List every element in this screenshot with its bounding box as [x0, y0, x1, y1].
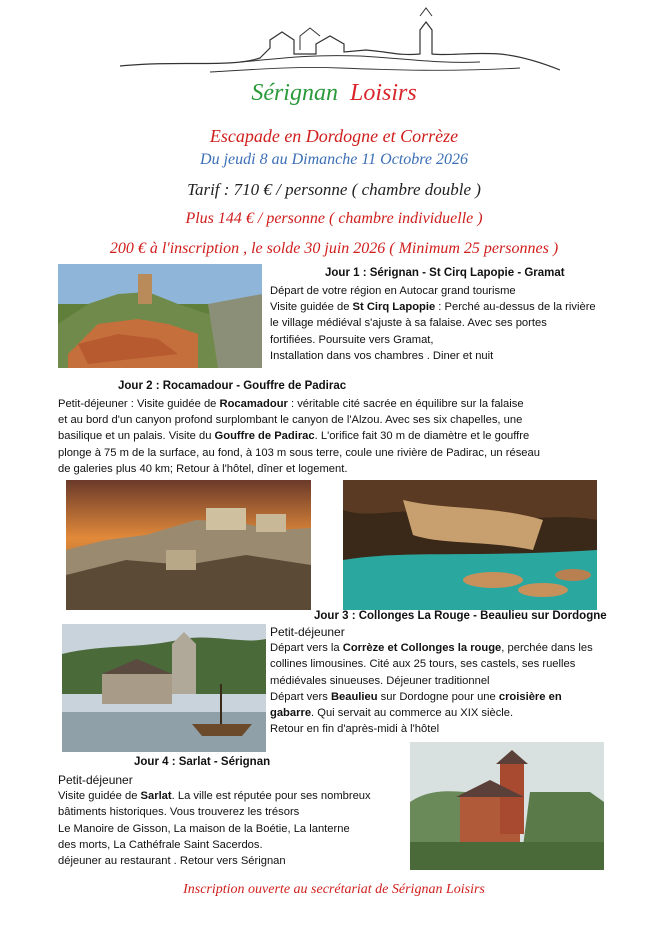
day2-line3 — [58, 428, 540, 444]
day3-line1: Petit-déjeuner — [270, 625, 345, 639]
day1-text — [270, 283, 596, 364]
village-skyline-logo — [120, 6, 560, 76]
day3-line2-a: Départ vers la — [270, 642, 343, 655]
day3-line5-d: croisière en — [498, 690, 562, 703]
day2-line1-b: Rocamadour — [219, 398, 288, 410]
trip-title: Escapade en Dordogne et Corrèze — [209, 126, 459, 146]
day3-line2-b: Corrèze et Collonges la rouge — [342, 642, 502, 655]
day3-line5-c: sur Dordogne pour une — [377, 690, 499, 703]
day3-line5-b: Beaulieu — [330, 690, 378, 703]
day2-line4: plonge à 75 m de la surface, au fond, à 103 m sous terre, coule une rivière de Padirac, un réseau — [58, 446, 540, 459]
price-single: Plus 144 € / personne ( chambre individuelle ) — [185, 210, 483, 227]
day1-line2 — [270, 299, 596, 315]
day3-line2-c: , perchée dans les — [501, 642, 593, 655]
day4-line2-b: Sarlat — [140, 790, 172, 803]
day3-line4: médiévales sinueuses. Déjeuner traditionnel — [270, 674, 490, 687]
day4-line1: Petit-déjeuner — [58, 773, 133, 787]
day4-line6: déjeuner au restaurant . Retour vers Sérignan — [58, 855, 286, 868]
day2-heading: Jour 2 : Rocamadour - Gouffre de Padirac — [118, 380, 347, 392]
day1-line2-b: St Cirq Lapopie — [352, 301, 436, 314]
day1-line2-a: Visite guidée de — [270, 301, 353, 314]
st-cirq-lapopie-photo — [58, 264, 262, 368]
day2-line3-c: . L'orifice fait 30 m de diamètre et le gouffre — [314, 430, 530, 443]
beaulieu-photo — [62, 624, 266, 752]
price-double: Tarif : 710 € / personne ( chambre double ) — [187, 180, 481, 199]
day2-line3-a: basilique et un palais. Visite du — [58, 430, 215, 443]
day1-line4: fortifiées. Poursuite vers Gramat, — [270, 333, 434, 346]
day3-text — [270, 624, 593, 737]
day2-line1-c: : véritable cité sacrée en équilibre sur la falaise — [287, 398, 524, 410]
day1-line5: Installation dans vos chambres . Diner et nuit — [270, 349, 494, 362]
day2-line3-b: Gouffre de Padirac — [214, 430, 315, 443]
day3-line6 — [270, 705, 593, 721]
day4-line5: des morts, La Cathéfrale Saint Sacerdos. — [58, 838, 263, 851]
day2-line1-a: Petit-déjeuner : Visite guidée de — [58, 398, 220, 410]
day3-line7: Retour en fin d'après-midi à l'hôtel — [270, 723, 440, 736]
day2-line2: et au bord d'un canyon profond surplombant le canyon de l'Alzou. Avec ses six chapelles, une — [58, 414, 523, 427]
day2-text — [58, 396, 540, 477]
day2-line1 — [58, 396, 540, 412]
day3-line5-a: Départ vers — [270, 690, 331, 703]
padirac-cave-photo — [343, 480, 597, 610]
day4-line2-a: Visite guidée de — [58, 790, 141, 803]
day4-text — [58, 772, 371, 869]
rocamadour-photo — [66, 480, 311, 610]
trip-dates: Du jeudi 8 au Dimanche 11 Octobre 2026 — [200, 151, 468, 168]
day1-line2-c: : Perché au-dessus de la rivière — [435, 301, 596, 314]
brand-name — [0, 80, 668, 107]
day3-line6-b: . Qui servait au commerce au XIX siècle. — [311, 707, 514, 720]
day3-line6-a: gabarre — [270, 707, 312, 720]
brand-part1: Sérignan — [251, 80, 338, 106]
day3-heading: Jour 3 : Collonges La Rouge - Beaulieu sur Dordogne — [314, 610, 607, 622]
day1-line3: le village médiéval s'ajuste à sa falaise. Avec ses portes — [270, 317, 547, 330]
day4-line2 — [58, 788, 371, 804]
day4-line4: Le Manoire de Gisson, La maison de la Boétie, La lanterne — [58, 822, 350, 835]
day1-heading: Jour 1 : Sérignan - St Cirq Lapopie - Gramat — [325, 267, 565, 279]
day4-heading: Jour 4 : Sarlat - Sérignan — [134, 756, 271, 768]
day4-line2-c: . La ville est réputée pour ses nombreux — [171, 790, 371, 803]
day3-line5 — [270, 689, 593, 705]
day2-line5: de galeries plus 40 km; Retour à l'hôtel, dîner et logement. — [58, 462, 348, 475]
deposit-info: 200 € à l'inscription , le solde 30 juin 2026 ( Minimum 25 personnes ) — [109, 240, 559, 257]
collonges-la-rouge-photo — [410, 742, 604, 870]
day4-line3: bâtiments historiques. Vous trouverez les trésors — [58, 806, 300, 819]
day3-line2 — [270, 640, 593, 656]
day1-line1: Départ de votre région en Autocar grand tourisme — [270, 285, 516, 297]
day3-line3: collines limousines. Cité aux 25 tours, ses castels, ses ruelles — [270, 658, 576, 671]
footer-registration: Inscription ouverte au secrétariat de Sérignan Loisirs — [183, 882, 485, 897]
brand-part2: Loisirs — [349, 80, 417, 106]
